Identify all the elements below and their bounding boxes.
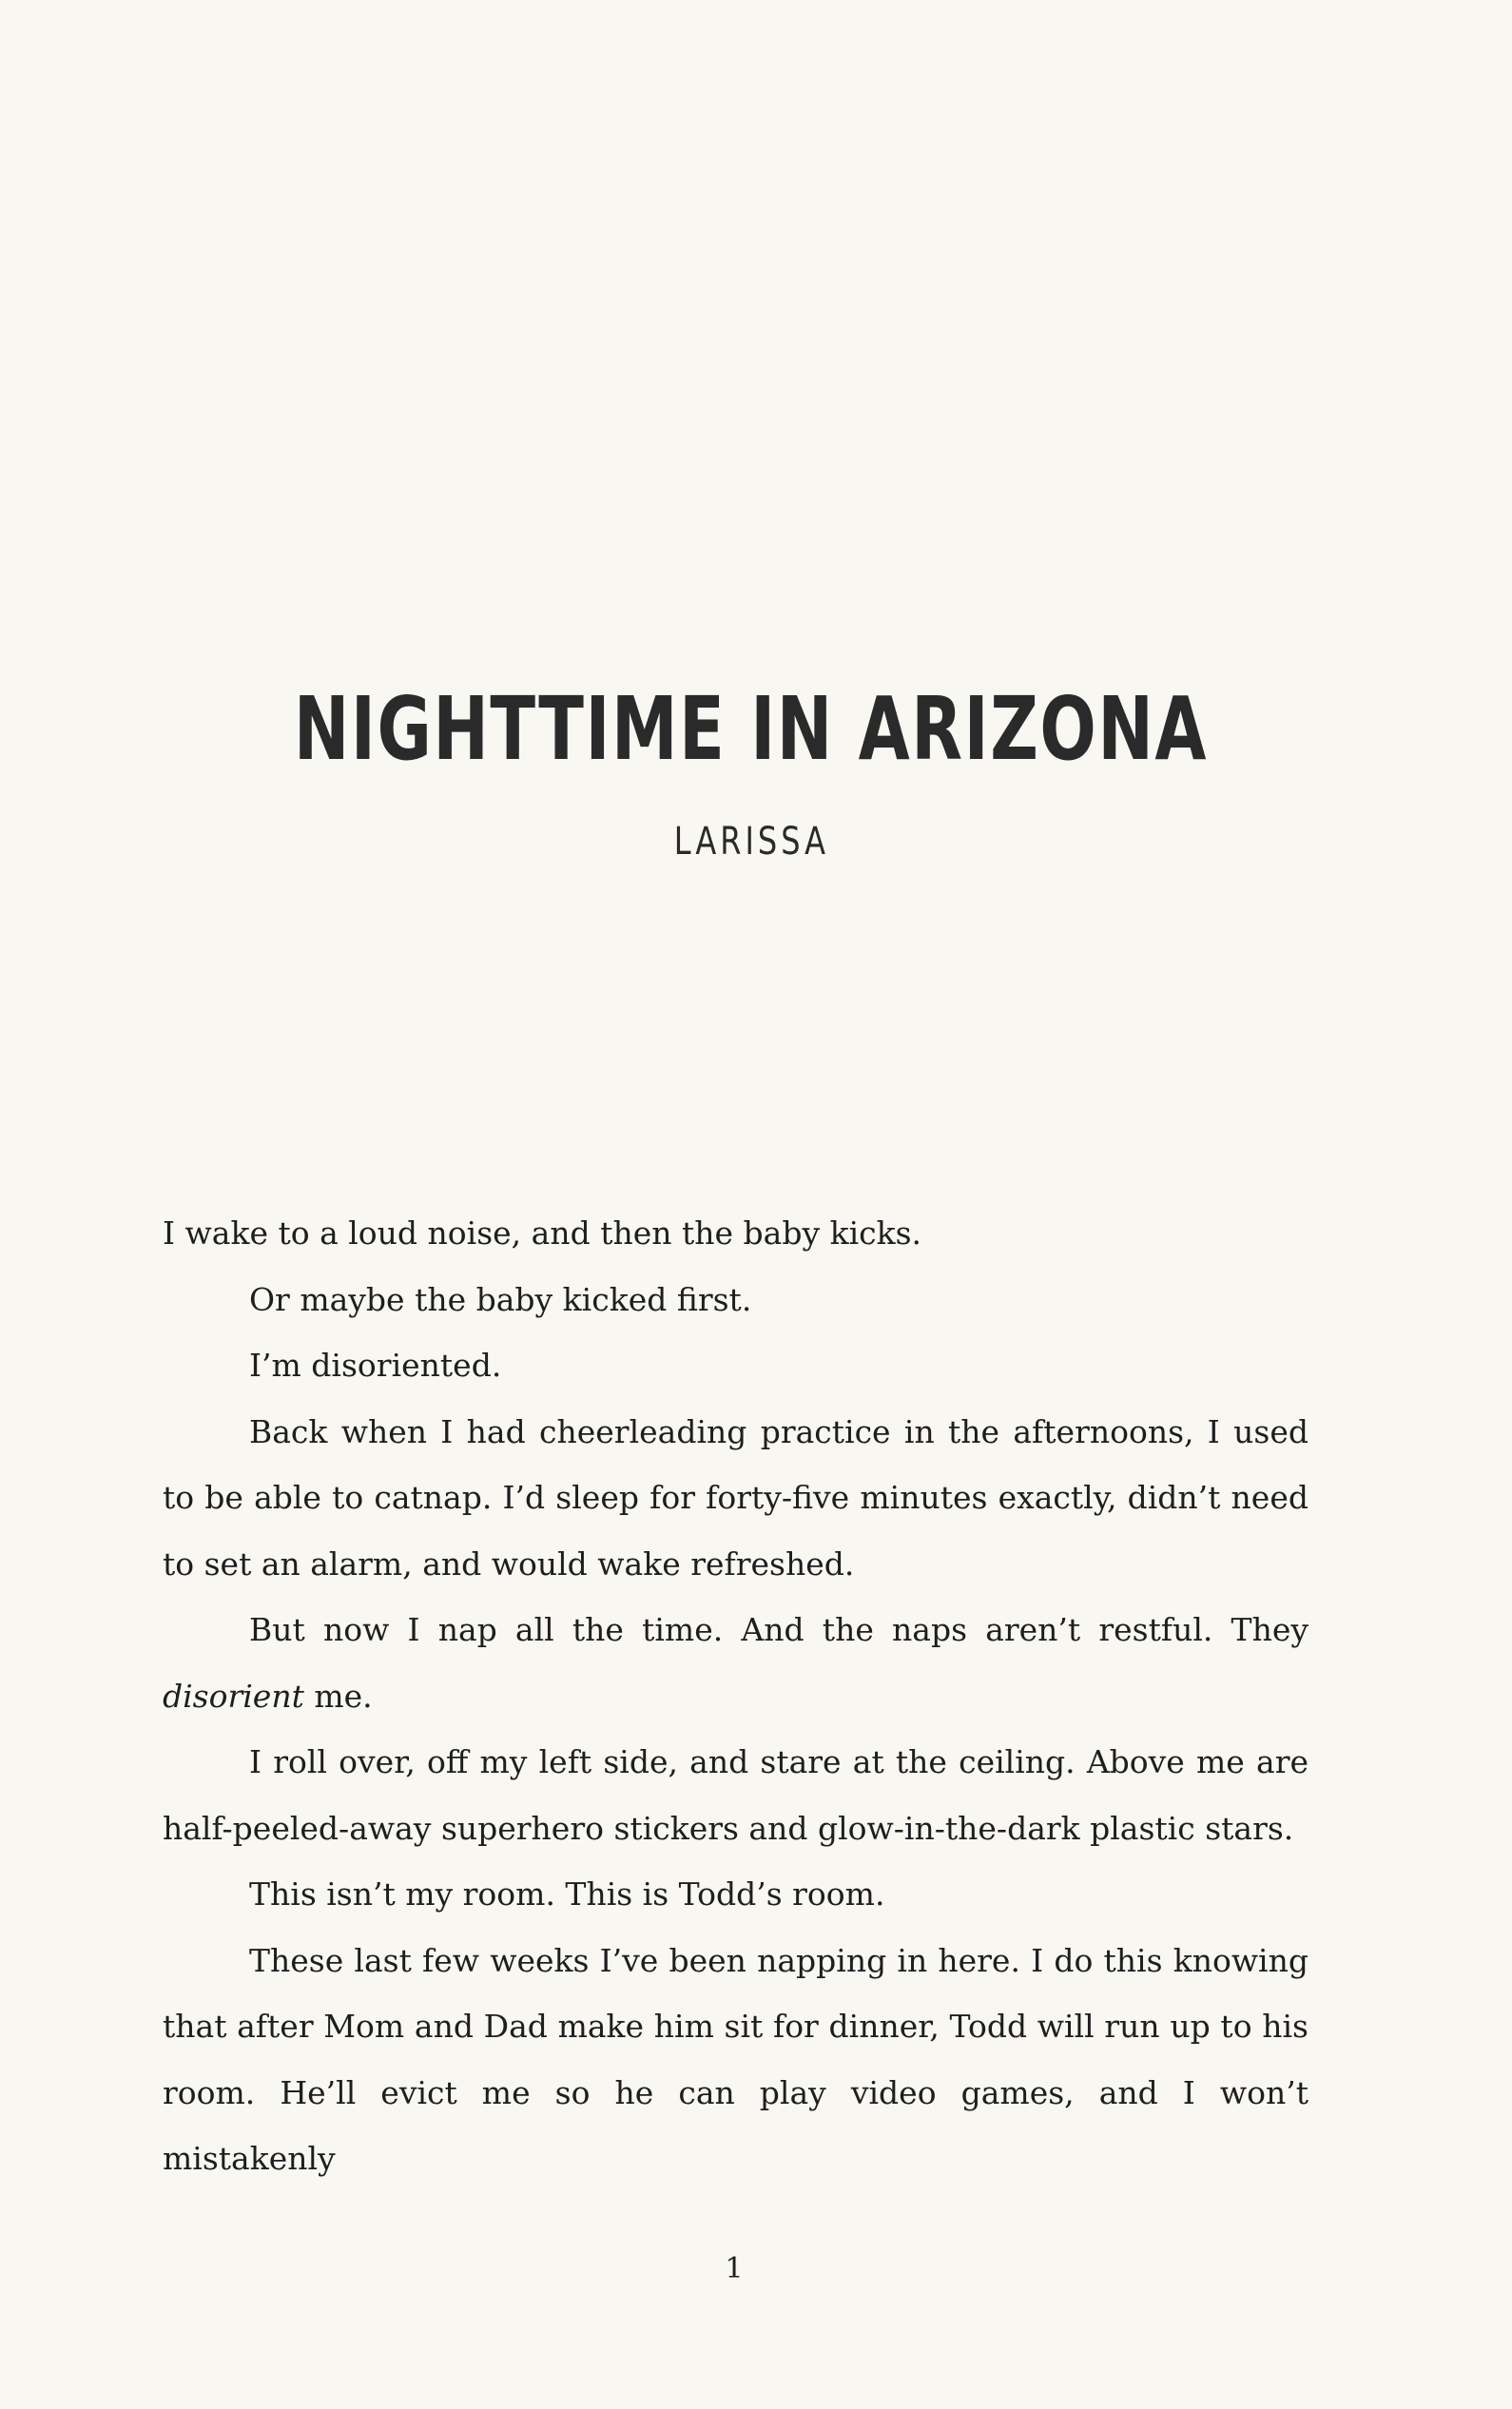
paragraph: I wake to a loud noise, and then the baby kicks.	[163, 1214, 922, 1252]
emphasized-word: disorient	[163, 1677, 304, 1715]
paragraph: Back when I had cheerleading practice in the afternoons, I used to be able to catnap. I’d sleep for forty-five minutes exactly, didn’t need to set an alarm, and would wake refreshed.	[163, 1412, 1308, 1583]
paragraph: This isn’t my room. This is Todd’s room.	[249, 1875, 885, 1913]
paragraph-text: But now I nap all the time. And the naps aren’t restful. They	[249, 1611, 1308, 1648]
paragraph	[163, 1597, 1308, 1729]
paragraph-text: me.	[303, 1677, 373, 1715]
paragraph: I’m disoriented.	[249, 1347, 502, 1384]
chapter-narrator: LARISSA	[673, 820, 830, 864]
chapter-title: NIGHTTIME IN ARIZONA	[293, 678, 1209, 780]
paragraph: These last few weeks I’ve been napping in here. I do this knowing that after Mom and Dad make him sit for dinner, Todd will run up to his room. He’ll evict me so he can play video games, and I won’t mistakenly	[163, 1941, 1308, 2177]
paragraph: I roll over, off my left side, and stare at the ceiling. Above me are half-peeled-away superhero stickers and glow-in-the-dark plastic stars.	[163, 1743, 1308, 1847]
chapter-body	[163, 1200, 1308, 2192]
page-number: 1	[725, 2252, 744, 2285]
paragraph: Or maybe the baby kicked first.	[249, 1280, 752, 1318]
